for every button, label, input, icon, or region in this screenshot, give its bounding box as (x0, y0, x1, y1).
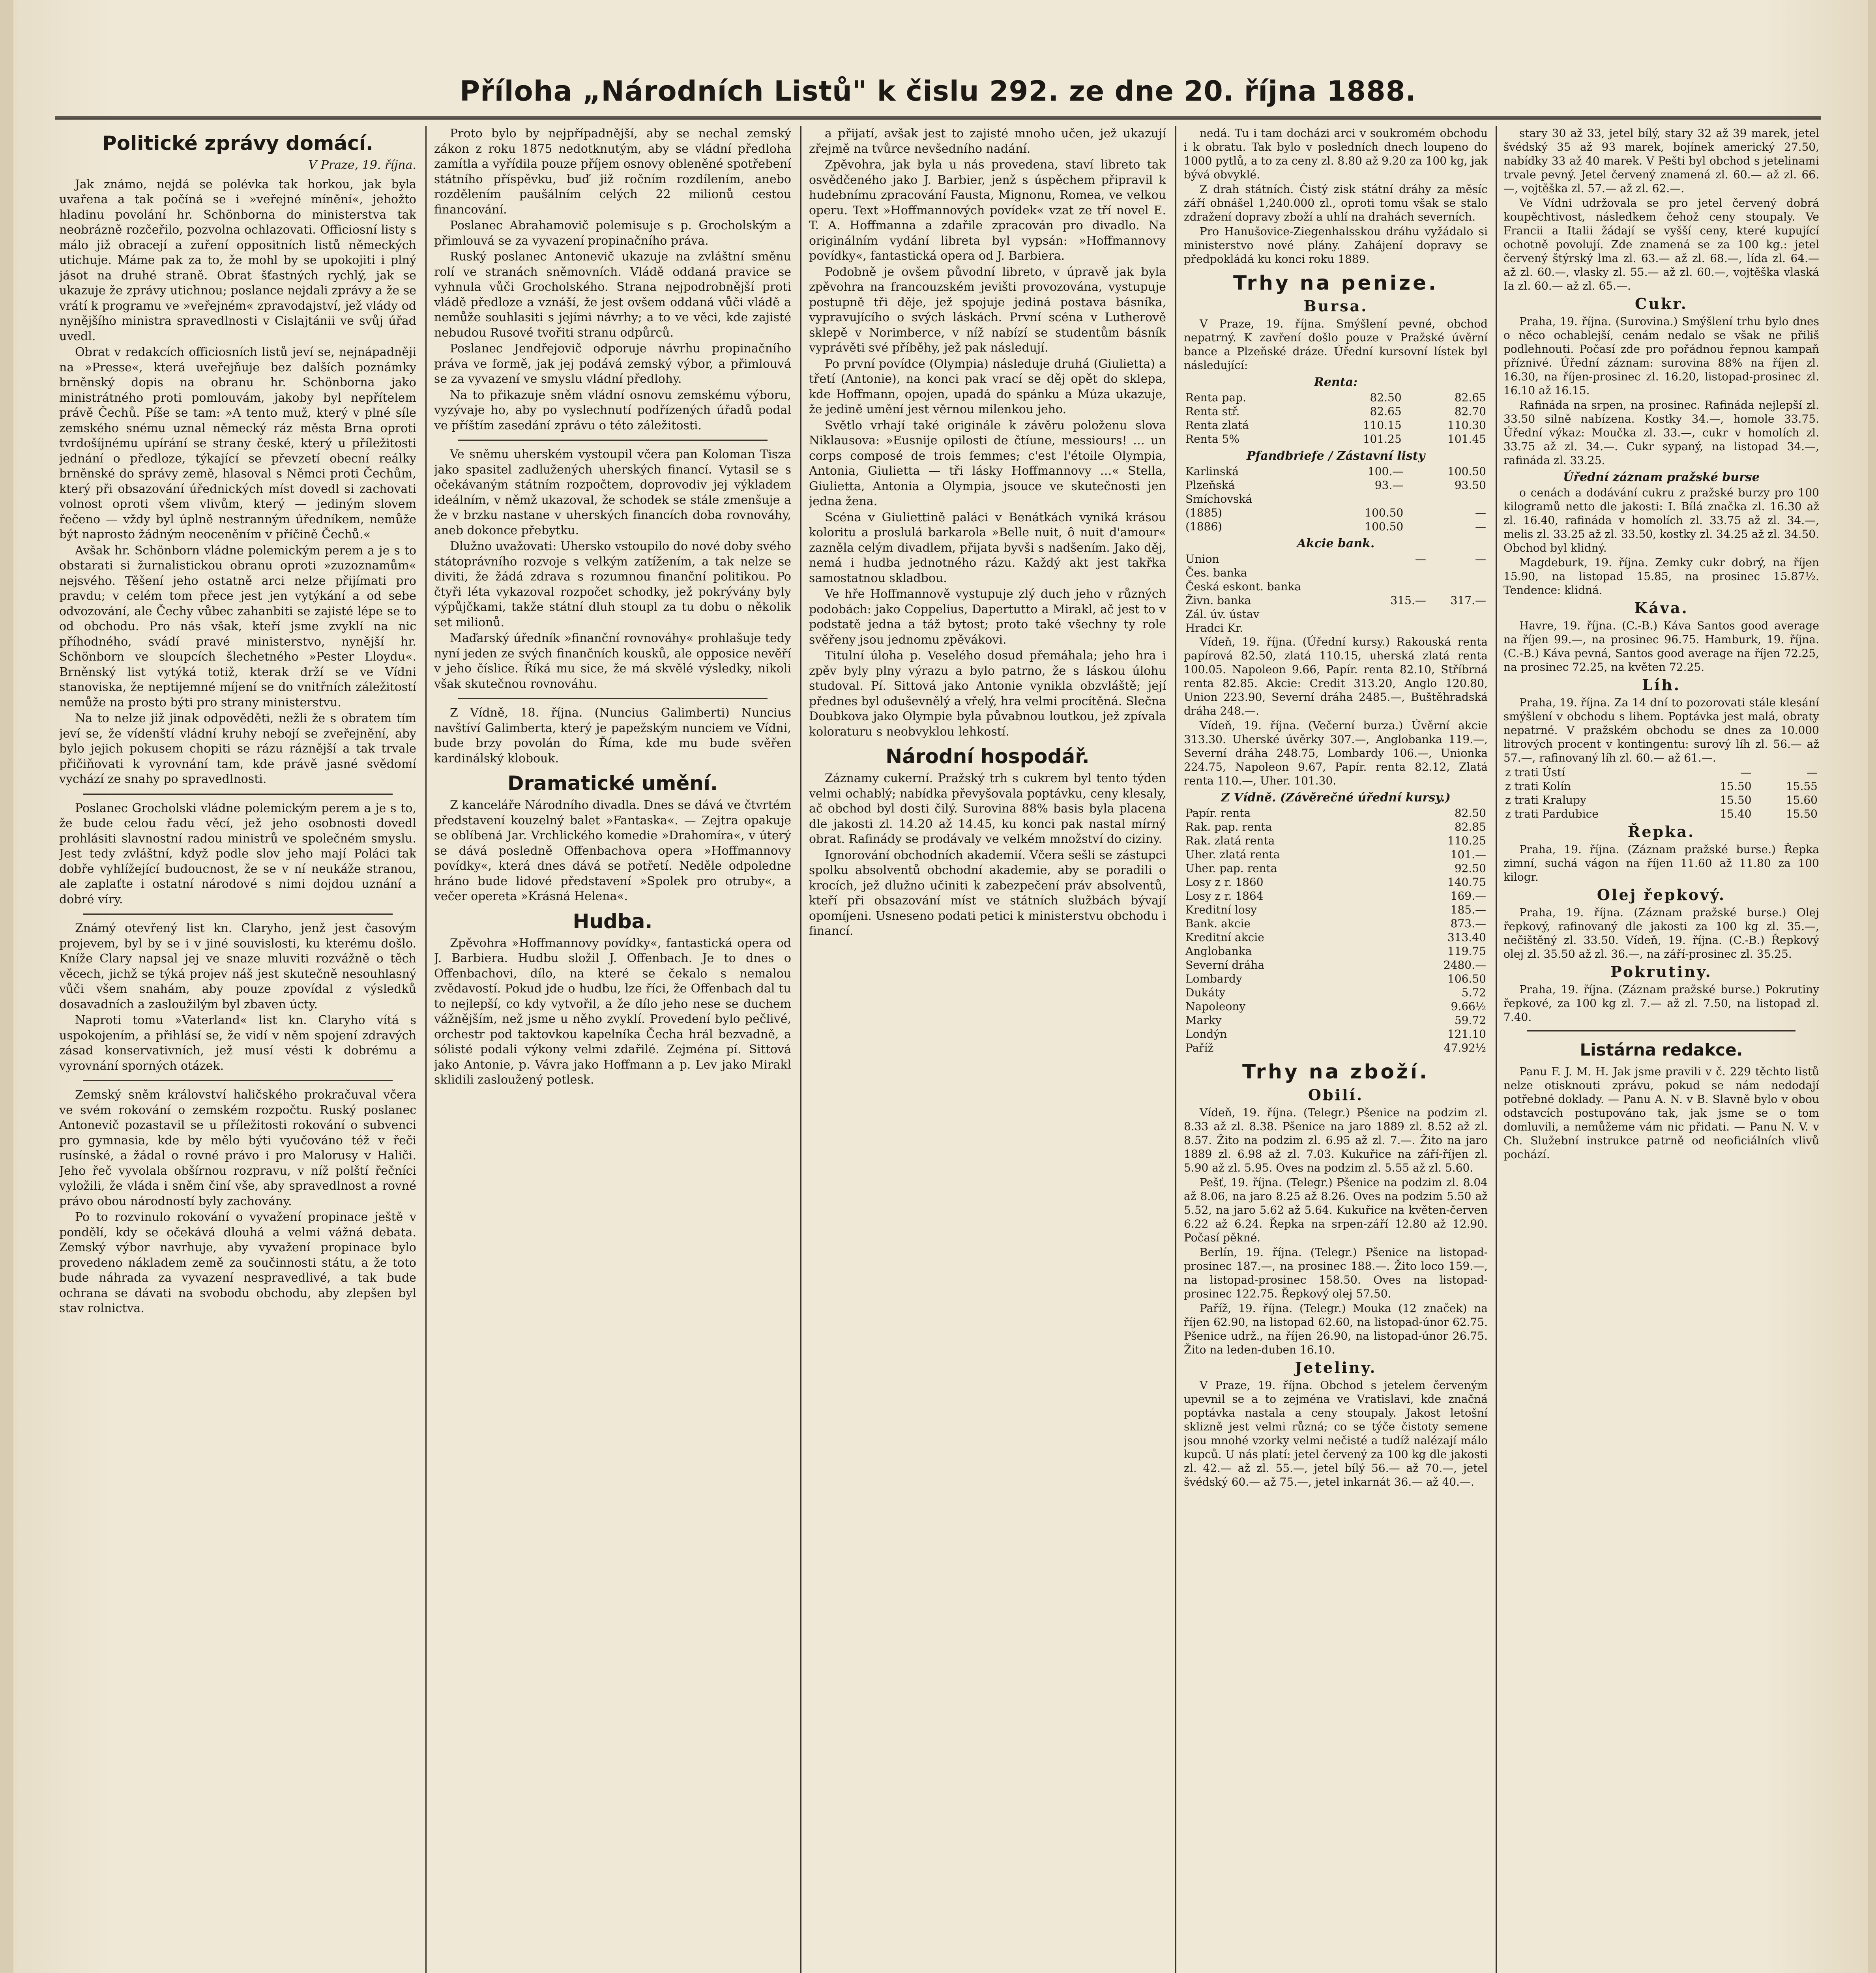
table-row (1184, 492, 1488, 506)
table-row (1184, 418, 1488, 432)
paragraph: Na to přikazuje sněm vládní osnovu zemskému výboru, vyzývaje ho, aby po vyslechnutí podřízených úřadů podal ve příštím zasedání zprávu o této záležitosti. (434, 388, 791, 432)
divider (1527, 1030, 1795, 1031)
divider (83, 1080, 393, 1081)
table-cell-value: 93.50 (1454, 479, 1486, 492)
subheading-clover: Jeteliny. (1295, 1359, 1377, 1376)
paragraph: Jak známo, nejdá se polévka tak horkou, jak byla uvařena a tak počíná se i »veřejné mínění«, jehožto hladinu povolání hr. Schönborna do ministerstva tak neobrázně rozčeřilo, pozvolna ochlazovati. Officiosní listy s málo již obracejí a zuření oppositních listů německých utichuje. Máme pak za to, že mohl by se upokojiti i plný jásot na druhé straně. Obrat šťastných rychlý, jak se ukazuje že zprávy utichnou; poslance nejdali zprávy a že se vrátí k programu ve »veřejném« zpravodajství, jež vlády od nynějšího ministra spravedlnosti v Cislajtánii ve svůj úřad uvedl. (59, 177, 416, 343)
table-cell-value: — (1740, 766, 1752, 779)
subheading-rapeseed: Řepka. (1627, 823, 1695, 840)
table-cell-value: 15.50 (1720, 794, 1752, 807)
table-caption: Pfandbriefe / Zástavní listy (1246, 449, 1425, 463)
table-cell-label: Union (1185, 552, 1219, 565)
paragraph: o cenách a dodávání cukru z pražské burzy pro 100 kilogramů netto dle jakosti: I. Bílá značka zl. 16.30 až zl. 16.40, rafináda v homolích zl. 33.75 až zl. 34.—, melis zl. 33.25 až zl. 33.50, kostky zl. 34.25 až zl. 34.50. Obchod byl klidný. (1503, 486, 1819, 554)
table-cell-value: 100.50 (1365, 506, 1404, 519)
table-cell-value: 185.— (1450, 903, 1486, 916)
column-4 (1184, 126, 1488, 1973)
table-row (1184, 1041, 1488, 1055)
paragraph: Vídeň, 19. října. (Večerní burza.) Úvěrní akcie 313.30. Uherské úvěrky 307.—, Anglobanka 119.—, Severní dráha 248.75, Lombardy 106.—, Unionka 224.75, Napoleon 9.67, Papír. renta 82.12, Zlatá renta 110.—, Uher. 101.30. (1184, 719, 1488, 787)
column-1 (59, 126, 416, 1973)
table-cell-label: z trati Kolín (1505, 780, 1571, 793)
paragraph: Ve Vídni udržovala se pro jetel červený dobrá koupěchtivost, následkem čehož ceny stoupaly. Ve Francii a Italii žádají se vyšší ceny, které kupující ochotně povolují. Zde znamená se za 100 kg.: jetel červený štýrský lma zl. 63.— až zl. 68.—, lída zl. 64.— až zl. 60.—, vlasky zl. 55.— až zl. 60.—, vojtěška vlaská Ia zl. 60.— až zl. 65.—. (1503, 197, 1819, 292)
table-cell-value (1428, 580, 1488, 593)
table-caption: Akcie bank. (1297, 537, 1375, 550)
table-cell-value: — (1475, 520, 1486, 533)
table-row (1184, 506, 1488, 520)
table-cell-value: 873.— (1450, 917, 1486, 930)
paragraph: Panu F. J. M. H. Jak jsme pravili v č. 229 těchto listů nelze otisknouti zprávu, pokud se nám nedodají potřebné doklady. — Panu A. N. v B. Slavně bylo v obou odstavcích postupováno tak, jak jsme se o tom domluvili, a nemůžeme vám nic přidati. — Panu N. V. v Ch. Služební instrukce patrně od neoficiálních vlivů pochází. (1503, 1065, 1819, 1161)
divider (83, 913, 393, 915)
section-heading-money-markets: Trhy na penize. (1233, 271, 1439, 294)
table-row (1184, 607, 1488, 621)
table-cell-label: Bank. akcie (1185, 917, 1251, 930)
quote-table-loans (1184, 464, 1488, 533)
table-cell-value: 82.65 (1370, 405, 1402, 418)
table-row (1184, 986, 1488, 1000)
section-heading-economy: Národní hospodář. (886, 745, 1090, 768)
table-cell-value (1368, 566, 1428, 580)
paragraph: Poslanec Jendřejovič odporuje návrhu propinačního práva ve formě, jak jej podává zemský výbor, a přimlouvá se za vyvazení ve smyslu vládní předlohy. (434, 342, 791, 386)
paragraph: Berlín, 19. října. (Telegr.) Pšenice na listopad-prosinec 187.—, na prosinec 188.—. Žito loco 159.—, na listopad-prosinec 158.50. Oves na listopad-prosinec 122.75. Řepkový olej 57.50. (1184, 1246, 1488, 1300)
section-heading-goods-markets: Trhy na zboží. (1242, 1060, 1430, 1083)
table-cell-label: Rak. pap. renta (1185, 820, 1272, 833)
paragraph: Praha, 19. října. (Záznam pražské burse.) Řepka zimní, suchá vágon na říjen 11.60 až 11.80 za 100 kilogr. (1503, 843, 1819, 884)
table-row (1184, 972, 1488, 986)
table-cell-value: 100.50 (1447, 465, 1486, 478)
divider (458, 698, 768, 699)
table-cell-label: Londýn (1185, 1028, 1227, 1041)
table-caption: Úřední záznam pražské burse (1563, 470, 1760, 484)
table-row (1184, 917, 1488, 930)
table-row (1184, 566, 1488, 580)
paragraph: Praha, 19. října. (Záznam pražské burse.) Pokrutiny řepkové, za 100 kg zl. 7.— až zl. 7.50, na listopad zl. 7.40. (1503, 983, 1819, 1024)
table-cell-value: 93.— (1374, 479, 1404, 492)
paragraph: Maďarský úředník »finanční rovnováhy« prohlašuje tedy nyní jeden ze svých finančních kousků, ale opposice nevěří v jeho číslice. Říká mu sice, že má skvělé výsledky, nikoli však skutečnou rovnováhu. (434, 631, 791, 691)
table-row (1184, 806, 1488, 820)
table-cell-value: 82.50 (1370, 391, 1402, 404)
table-row (1184, 1000, 1488, 1013)
paragraph: Zpěvohra »Hoffmannovy povídky«, fantastická opera od J. Barbiera. Hudbu složil J. Offenbach. Je to dnes o Offenbachovi, dílo, na které se čekalo s nemalou zvědavostí. Pokud jde o hudbu, lze říci, že Offenbach dal tu to nejlepší, co kdy vytvořil, a že dílo jeho nese se duchem vážnějším, než jsme u něho zvyklí. Provedení bylo pečlivé, orchestr pod taktovkou kapelníka Čecha hrál bezvadně, a sólisté podali výkony velmi zdařilé. Zejména pí. Sittová jako Antonie, p. Vávra jako Hoffmann a p. Lev jako Mirakl sklidili zasloužený potlesk. (434, 936, 791, 1087)
paragraph: Po první povídce (Olympia) následuje druhá (Giulietta) a třetí (Antonie), na konci pak vrací se děj opět do sklepa, kde Hoffmann, opojen, upadá do spánku a Múza ukazuje, že jedině umění jest věrnou milenkou jeho. (809, 357, 1166, 416)
table-cell-label: Kreditní akcie (1185, 931, 1264, 944)
table-cell-label: Česká eskont. banka (1185, 580, 1301, 593)
table-cell-label: z trati Pardubice (1505, 807, 1599, 820)
table-caption: Z Vídně. (Závěrečné úřední kursy.) (1221, 791, 1451, 805)
table-cell-value: 82.50 (1454, 807, 1486, 820)
subheading-bursa: Bursa. (1303, 297, 1368, 315)
table-cell-label: Renta 5% (1185, 432, 1239, 446)
page-edge (1868, 0, 1876, 1973)
paragraph: Scéna v Giuliettině paláci v Benátkách vyniká krásou koloritu a proslulá barkarola »Belle nuit, ô nuit d'amour« zazněla celým divadlem, přijata byvši s nadšením. Jako děj, nemá i hudba jednotného rázu. Každý akt jest takřka samostatnou skladbou. (809, 510, 1166, 585)
quote-table-banks (1184, 552, 1488, 635)
section-heading-music: Hudba. (573, 910, 653, 933)
table-cell-label: Uher. zlatá renta (1185, 848, 1280, 861)
table-row (1184, 1013, 1488, 1027)
table-row (1184, 1027, 1488, 1041)
subheading-grain: Obilí. (1308, 1086, 1364, 1104)
table-row (1184, 432, 1488, 446)
table-cell-label: Kreditní losy (1185, 903, 1257, 916)
masthead-rule (55, 116, 1821, 120)
table-row (1184, 834, 1488, 848)
table-row (1184, 391, 1488, 404)
paragraph: Podobně je ovšem původní libreto, v úpravě jak byla zpěvohra na francouzském jevišti provozována, vystupuje postupně tři děje, jež spojuje jediná postava básníka, vypravujícího o svých láskách. První scéna v Lutherově sklepě v Norimberce, v níž nabízí se studentům básník vyprávěti své příběhy, jež pak následují. (809, 265, 1166, 355)
table-cell-value: 15.50 (1786, 807, 1818, 820)
paragraph: Zemský sněm království haličského prokračuval včera ve svém rokování o zemském rozpočtu. Ruský poslanec Antonevič pozastavil se u příležitosti rokování o subvenci pro gymnasia, kde by mělo býti vyučováno též v řeči rusínské, a žádal o rovné právo i pro Malorusy v Haliči. Jeho řeč vyvolala obšírnou rozpravu, v níž polští řečníci vyložili, že vláda i sněm činí vše, aby spravedlnost a rovné právo obou národností byly zachovány. (59, 1088, 416, 1208)
table-cell-label: Papír. renta (1185, 807, 1251, 820)
paragraph: Na to nelze již jinak odpověděti, nežli že s obratem tím jeví se, že vídenští vládní kruhy nebojí se zveřejnění, aby bylo jejich pokusem chopiti se rázu ráznější a tak trvale přičiňovati k vyrovnání tam, kde právě jasné svědomí vychází ze snahy po spravedlnosti. (59, 711, 416, 786)
subheading-coffee: Káva. (1634, 599, 1689, 617)
table-cell-value: 15.50 (1720, 780, 1752, 793)
table-cell-value (1322, 492, 1405, 506)
table-cell-label: Anglobanka (1185, 945, 1252, 958)
table-cell-value: 15.40 (1720, 807, 1752, 820)
table-cell-value: 110.15 (1363, 419, 1402, 432)
paragraph: Avšak hr. Schönborn vládne polemickým perem a je s to obstarati si žurnalistickou obranu oproti »zuzoznamům« nejsvého. Těšení jeho ostatně arci nelze přijímati pro pravdu; v celém tom přece jest jen vytýkání a od sebe odvozování, ale Čechy vůbec zahanbiti se zajisté lépe se to od obchodu. Pro nás však, kteří jsme zvyklí na nic příhodného, svádí pravé ministerstvo, nynější hr. Schönborn ve sloupcích šlechetného »Pester Lloydu«. Brněnský list vytýká totiž, kterak drží se ve Vídni stanoviska, že neptijemné míjení se do vnitřních záležitostí nemůže na prosto býti pro strany ministerstvu. (59, 543, 416, 709)
subheading-sugar: Cukr. (1635, 295, 1688, 313)
quote-table-renta (1184, 391, 1488, 446)
paragraph: Naproti tomu »Vaterland« list kn. Claryho vítá s uspokojením, a přihlásí se, že vidí v něm spojení zdravých zásad konservativních, jež musí vésti k dobrému a vyrovnání sporných otázek. (59, 1013, 416, 1073)
table-cell-label: Živn. banka (1185, 594, 1251, 607)
table-cell-label: Rak. zlatá renta (1185, 834, 1275, 847)
table-cell-value: 15.55 (1786, 780, 1818, 793)
table-cell-value: 59.72 (1454, 1014, 1486, 1027)
paragraph: Praha, 19. října. (Surovina.) Smýšlení trhu bylo dnes o něco ochablejší, cenám nedalo se však ne přiliš podlehnouti. Počasí zde pro pořádnou řepnou kampaň příznivé. Úřední záznam: surovina 88% na říjen zl. 16.30, na říjen-prosinec zl. 16.20, listopad-prosinec zl. 16.10 až 16.15. (1503, 315, 1819, 397)
table-cell-label: Renta pap. (1185, 391, 1246, 404)
table-cell-value: 5.72 (1461, 986, 1486, 999)
table-cell-label: Losy z r. 1864 (1185, 889, 1264, 902)
table-cell-value: 110.30 (1447, 419, 1486, 432)
table-cell-label: Lombardy (1185, 972, 1242, 985)
supplement-masthead: Příloha „Národních Listů" k čislu 292. ze dne 20. října 1888. (459, 75, 1417, 107)
table-row (1184, 404, 1488, 418)
table-cell-value: — (1415, 552, 1426, 565)
table-cell-value: 106.50 (1447, 972, 1486, 985)
table-row (1184, 944, 1488, 958)
table-row (1503, 807, 1819, 821)
table-cell-value: 169.— (1450, 889, 1486, 902)
table-cell-label: Renta stř. (1185, 405, 1240, 418)
divider (458, 440, 768, 441)
column-rule (1175, 126, 1176, 1973)
column-rule (1496, 126, 1497, 1973)
subheading-oil: Olej řepkový. (1597, 886, 1726, 904)
table-caption: Renta: (1314, 375, 1358, 389)
table-cell-value (1368, 621, 1428, 635)
table-row (1184, 580, 1488, 593)
table-cell-label: Smíchovská (1185, 492, 1253, 505)
paragraph: Dlužno uvažovati: Uhersko vstoupilo do nové doby svého státoprávního rozvoje s velkým zatížením, a tak nelze se diviti, že žádá zdrava s rozumnou finanční politikou. Po čtyři léta vykazoval rozpočet schodky, jež pokrývány byly výpůjčkami, takže státní dluh stoupl za tu dobu o několik set milionů. (434, 539, 791, 629)
table-cell-value: 92.50 (1454, 862, 1486, 875)
column-rule (800, 126, 801, 1973)
table-row (1184, 464, 1488, 478)
table-row (1184, 848, 1488, 861)
table-cell-value: 119.75 (1447, 945, 1486, 958)
table-row (1184, 552, 1488, 566)
table-cell-label: Zál. úv. ústav (1185, 608, 1260, 621)
paragraph: Obrat v redakcích officiosních listů jeví se, nejnápadněji na »Presse«, která uveřejňuje bez dalších poznámky brněnský dopis na obranu hr. Schönborna jako ministrátného proti pomlouvám, jakoby byl nepřítelem právě Čechů. Píše se tam: »A tento muž, který v plné síle zemského snému uznal německý ráz města Brna oproti tvrdošíjnému upírání se strany české, který u příležitosti jednání o předloze, týkající se převzetí obecní reálky brněnské do správy země, hlasoval s Němci proti Čechům, který při obsazování úřednických míst dovedl si zachovati volnost oproti všem vlivům, který — jediným slovem řečeno — vždy byl úplně nestranným úředníkem, nemůže být naprosto žádným neoceněním v příčině Čechů.« (59, 345, 416, 541)
paragraph: Poslanec Grocholski vládne polemickým perem a je s to, že bude celou řadu věcí, jež jeho osobnosti dovedl prohlásiti slavnostní radou ministrů ve společném smyslu. Jest tedy zvláštní, když podle slov jeho mají Poláci tak dobře vyhlížející budoucnost, že se v ní neukáže stranou, ale zaplaťte i ostatní národové s nimi dojdou uznání a dobré víry. (59, 801, 416, 906)
table-row (1184, 930, 1488, 944)
paragraph: Praha, 19. října. (Záznam pražské burse.) Olej řepkový, rafinovaný dle jakosti za 100 kg zl. 35.—, nečištěný zl. 33.50. Vídeň, 19. října. (C.-B.) Řepkový olej zl. 35.50 až zl. 36.—, na září-prosinec zl. 35.25. (1503, 906, 1819, 960)
paragraph: Známý otevřený list kn. Claryho, jenž jest časovým projevem, byl by se i v jiné souvislosti, ku kterému došlo. Kníže Clary napsal jej ve snaze mluviti rozvážně o těch věcech, jichž se týká projev náš jest skutečně nesouhlasný vůči všem snahám, aby pouze zpovídal z výsledků dosavadních a zasloužilým byl zbaven úcty. (59, 921, 416, 1011)
table-cell-value: 121.10 (1447, 1028, 1486, 1041)
table-row (1184, 875, 1488, 889)
table-row (1184, 889, 1488, 903)
table-cell-label: Renta zlatá (1185, 419, 1249, 432)
table-row (1503, 779, 1819, 793)
table-cell-value (1428, 566, 1488, 580)
table-row (1184, 520, 1488, 533)
table-cell-value: 9.66½ (1451, 1000, 1486, 1013)
table-cell-label: z trati Ústí (1505, 766, 1565, 779)
table-cell-value: 315.— (1390, 594, 1426, 607)
table-row (1184, 593, 1488, 607)
paragraph: Ve sněmu uherském vystoupil včera pan Koloman Tisza jako spasitel zadlužených uherských financí. Vytasil se s očekávaným státním rozpočtem, doprovodiv jej výkladem ideálním, v němž ukazoval, že schodek se stále zmenšuje a že v brzku nastane v uherských financích doba rovnováhy, aneb dokonce přebytku. (434, 447, 791, 537)
quote-table-spirits (1503, 766, 1819, 821)
section-heading-drama: Dramatické umění. (507, 772, 718, 795)
dateline: V Praze, 19. října. (308, 158, 416, 172)
paragraph: nedá. Tu i tam docházi arci v soukromém obchodu i k obratu. Tak bylo v posledních dnech loupeno do 1000 pytlů, a to za ceny zl. 8.80 až 9.20 za 100 kg, jak bývá obvyklé. (1184, 127, 1488, 181)
paragraph: Titulní úloha p. Veselého dosud přemáhala; jeho hra i zpěv byly plny výrazu a bylo patrno, že s láskou úlohu studoval. Pí. Sittová jako Antonie vynikla obzvláště; její přednes byl oduševnělý a vřelý, hra velmi procítěná. Slečna Doubkova jako Olympie byla půvabnou loutkou, jež zpívala koloraturu s neobvyklou lehkostí. (809, 649, 1166, 739)
table-row (1184, 478, 1488, 492)
table-cell-label: (1886) (1185, 520, 1223, 533)
paragraph: Z drah státních. Čistý zisk státní dráhy za měsíc září obnášel 1,240.000 zl., oproti tomu však se stalo zdražení dopravy zboží a uhlí na drahách severních. (1184, 183, 1488, 223)
column-3 (809, 126, 1166, 1973)
paragraph: Po to rozvinulo rokování o vyvažení propinace ještě v pondělí, kdy se očekává dlouhá a velmi vážná debata. Zemský výbor navrhuje, aby vyvažení propinace bylo provedeno nákladem země za součinnosti státu, a že toto bude náhrada za vyvazení nespravedlivé, a tak bude ochrana se dávati na svobodu obchodu, aby zlepšen byl stav rolnictva. (59, 1210, 416, 1315)
paragraph: Praha, 19. října. Za 14 dní to pozorovati stále klesání smýšlení v obchodu s lihem. Poptávka jest malá, obraty nepatrné. V pražském obchodu se dnes za 10.000 litrových procent v kontingentu: surový líh zl. 56.— až 57.—, rafinovaný líh zl. 60.— až 61.—. (1503, 696, 1819, 764)
table-cell-label: Hradci Kr. (1185, 621, 1243, 635)
paragraph: Paříž, 19. října. (Telegr.) Mouka (12 značek) na říjen 62.90, na listopad 62.60, na listopad-únor 62.75. Pšenice udrž., na říjen 26.90, na listopad-únor 26.75. Žito na leden-duben 16.10. (1184, 1302, 1488, 1356)
paragraph: Proto bylo by nejpřípadnější, aby se nechal zemský zákon z roku 1875 nedotknutým, aby se vládní předloha zamítla a vyřídila pouze příjem osnovy obleněné spotřebení státního příspěvku, buď již ročním rozdílením, anebo rozdělením paušálním celých 22 milionů cestou financování. (434, 127, 791, 217)
table-cell-label: Napoleony (1185, 1000, 1246, 1013)
table-cell-label: Paříž (1185, 1041, 1214, 1054)
table-cell-label: Marky (1185, 1014, 1222, 1027)
table-cell-value: — (1475, 552, 1486, 565)
section-heading-politics: Politické zprávy domácí. (102, 132, 373, 155)
table-cell-value (1428, 621, 1488, 635)
paragraph: Rafináda na srpen, na prosinec. Rafináda nejlepší zl. 33.50 silně nabízena. Kostky 34.—, homole 33.75. Úřední výkaz: Moučka zl. 33.—, cukr v homolích zl. 33.75 až zl. 34.—. Cukr sypaný, na listopad 34.—, rafináda zl. 33.25. (1503, 399, 1819, 467)
subheading-oilcake: Pokrutiny. (1610, 963, 1712, 981)
paragraph: V Praze, 19. října. Smýšlení pevné, obchod nepatrný. K zavření došlo pouze v Pražské úvěrní bance a Plzeňské dráze. Úřední kursovní lístek byl následující: (1184, 317, 1488, 372)
paragraph: stary 30 až 33, jetel bílý, stary 32 až 39 marek, jetel švédský 35 až 93 marek, bojínek americký 27.50, nabídky 33 až 40 marek. V Pešti byl obchod s jetelinami trvale pevný. Jetel červený znamená zl. 60.— až zl. 66.—, vojtěška zl. 57.— až zl. 62.—. (1503, 127, 1819, 195)
column-5 (1503, 126, 1819, 1973)
table-cell-label: (1885) (1185, 506, 1223, 519)
table-cell-value: — (1475, 506, 1486, 519)
paragraph: Vídeň, 19. října. (Telegr.) Pšenice na podzim zl. 8.33 až zl. 8.38. Pšenice na jaro 1889 zl. 8.52 až zl. 8.57. Žito na podzim zl. 6.95 až zl. 7.—. Žito na jaro 1889 zl. 6.98 až zl. 7.03. Kukuřice na září-říjen zl. 5.90 až zl. 5.95. Oves na podzim zl. 5.55 až zl. 5.60. (1184, 1106, 1488, 1174)
paragraph: Ruský poslanec Antonevič ukazuje na zvláštní směnu rolí ve stranách sněmovních. Vládě oddaná pravice se vyhnula vůči Grocholského. Strana nejpodrobnější proti vládě předloze a vznáší, že jest ovšem oddaná vůči vládě a nemůže souhlasiti s jejími návrhy; a to ve věci, kde zajisté nebudou Rusové tvořiti stranu odpůrců. (434, 250, 791, 340)
table-row (1184, 621, 1488, 635)
table-cell-value: 101.— (1450, 848, 1486, 861)
table-cell-label: Karlinská (1185, 465, 1239, 478)
quote-table-vienna (1184, 806, 1488, 1055)
table-cell-value: 100.— (1367, 465, 1404, 478)
table-cell-value: 82.70 (1454, 405, 1486, 418)
paragraph: Pešť, 19. října. (Telegr.) Pšenice na podzim zl. 8.04 až 8.06, na jaro 8.25 až 8.26. Oves na podzim 5.50 až 5.52, na jaro 5.62 až 5.64. Kukuřice na květen-červen 6.22 až 6.24. Řepka na srpen-září 12.80 až 12.90. Počasí pěkné. (1184, 1176, 1488, 1244)
table-cell-label: Losy z r. 1860 (1185, 876, 1264, 889)
page-crease (0, 0, 13, 1973)
table-row (1503, 766, 1819, 779)
table-cell-value: 110.25 (1447, 834, 1486, 847)
table-cell-value (1428, 607, 1488, 621)
paragraph: Havre, 19. října. (C.-B.) Káva Santos good average na říjen 99.—, na prosinec 96.75. Hamburk, 19. října. (C.-B.) Káva pevná, Santos good average na říjen 72.25, na prosinec 72.25, na květen 72.25. (1503, 619, 1819, 674)
paragraph: Ignorování obchodních akademií. Včera sešli se zástupci spolku absolventů obchodní akademie, aby se poradili o krocích, jež dlužno učiniti k zabezpečení práv absolventů, kteří při obsazování míst ve státních službách bývají opomíjeni. Usneseno podati petici k ministerstvu obchodu i financí. (809, 848, 1166, 938)
table-cell-value: 2480.— (1443, 958, 1486, 972)
table-cell-value: 82.85 (1454, 820, 1486, 833)
table-row (1184, 820, 1488, 834)
table-cell-value: 82.65 (1454, 391, 1486, 404)
table-cell-value (1368, 580, 1428, 593)
table-cell-label: Uher. pap. renta (1185, 862, 1277, 875)
table-row (1184, 903, 1488, 917)
table-cell-value: 101.25 (1363, 432, 1402, 446)
table-cell-value: 47.92½ (1444, 1041, 1486, 1054)
divider (83, 794, 393, 795)
column-2 (434, 126, 791, 1973)
column-rule (425, 126, 427, 1973)
paragraph: Ve hře Hoffmannově vystupuje zlý duch jeho v různých podobách: jako Coppelius, Dapertutto a Mirakl, ač jest to v podstatě jedna a táž bytost; proto také všechny ty role svěřeny jsou jednomu zpěvákovi. (809, 587, 1166, 647)
table-cell-label: Čes. banka (1185, 566, 1247, 579)
table-cell-value (1405, 492, 1488, 506)
table-cell-label: Dukáty (1185, 986, 1226, 999)
table-cell-value: 317.— (1450, 594, 1486, 607)
subheading-spirits: Líh. (1642, 676, 1681, 694)
table-cell-value: 140.75 (1447, 876, 1486, 889)
paragraph: Magdeburk, 19. října. Zemky cukr dobrý, na říjen 15.90, na listopad 15.85, na prosinec 15.87½. Tendence: klidná. (1503, 556, 1819, 597)
paragraph: V Praze, 19. října. Obchod s jetelem červeným upevnil se a to zejména ve Vratislavi, kde značná poptávka nastala a ceny stoupaly. Jakost letošní sklizně jest velmi různá; co se týče čistoty semene jsou mnohé vzorky velmi nečisté a tudíž nalézají málo kupců. U nás platí: jetel červený za 100 kg dle jakosti zl. 42.— až zl. 55.—, jetel bílý 56.— až 70.—, jetel švédský 60.— až 75.—, jetel inkarnát 36.— až 40.—. (1184, 1379, 1488, 1488)
paragraph: a přijatí, avšak jest to zajisté mnoho učen, jež ukazují zřejmě na tvůrce nevšedního nadání. (809, 127, 1166, 156)
paragraph: Z kanceláře Národního divadla. Dnes se dává ve čtvrtém představení kouzelný balet »Fantaska«. — Zejtra opakuje se oblíbená Jar. Vrchlického komedie »Drahomíra«, v úterý se dává posledně Offenbachova opera »Hoffmannovy povídky«, která dnes dává se potřetí. Neděle odpoledne hráno bude lidové představení »Spolek pro otruby«, a večer opereta »Krásná Helena«. (434, 798, 791, 903)
table-cell-value: 101.45 (1447, 432, 1486, 446)
table-cell-label: z trati Kralupy (1505, 794, 1586, 807)
section-heading-letters: Listárna redakce. (1580, 1040, 1743, 1060)
paragraph: Záznamy cukerní. Pražský trh s cukrem byl tento týden velmi ochablý; nabídka převyšovala poptávku, ceny klesaly, ač obchod byl dosti čilý. Surovina 88% basis byla placena dle jakosti zl. 14.20 až 14.45, ku konci pak nastal mírný obrat. Rafinády se prodávaly ve velkém množství do ciziny. (809, 771, 1166, 846)
table-row (1503, 793, 1819, 807)
paragraph: Poslanec Abrahamovič polemisuje s p. Grocholským a přimlouvá se za vyvazení propinačního práva. (434, 219, 791, 248)
paragraph: Zpěvohra, jak byla u nás provedena, staví libreto tak osvědčeného jako J. Barbier, jenž s úspěchem připravil k hudebnímu zpracování Fausta, Mignonu, Romea, ve velkou operu. Text »Hoffmannových povídek« vzat ze tří novel E. T. A. Hoffmanna a zdařile zpracován pro divadlo. Na originálním vydání libreta byl vypsán: »Hoffmannovy povídky«, fantastická opera od J. Barbiera. (809, 158, 1166, 263)
table-row (1184, 861, 1488, 875)
paragraph: Vídeň, 19. října. (Úřední kursy.) Rakouská renta papírová 82.50, zlatá 110.15, uherská zlatá renta 100.05. Napoleon 9.66, Papír. renta 82.10, Stříbrná renta 82.85. Akcie: Credit 313.20, Anglo 120.80, Union 223.90, Severní dráha 2485.—, Buštěhradská dráha 248.—. (1184, 635, 1488, 717)
table-cell-label: Severní dráha (1185, 958, 1265, 972)
table-cell-value (1368, 607, 1428, 621)
paragraph: Světlo vrhají také originále k závěru položenu slova Niklausova: »Eusnije opilosti de čtíune, messiours! … un corps composé de trois femmes; c'est l'étoile Olympia, Antonia, Giulietta — tři lásky Hoffmannovy …« Stella, Giulietta, Antonia a Olympia, jsouce ve skutečnosti jen jedna žena. (809, 418, 1166, 508)
table-cell-label: Plzeňská (1185, 479, 1235, 492)
table-row (1184, 958, 1488, 972)
paragraph: Pro Hanušovice-Ziegenhalsskou dráhu vyžádalo si ministerstvo nové plány. Zahájení dopravy se předpokládá ku konci roku 1889. (1184, 225, 1488, 266)
table-cell-value: 100.50 (1365, 520, 1404, 533)
table-cell-value: — (1807, 766, 1818, 779)
table-cell-value: 313.40 (1447, 931, 1486, 944)
paragraph: Z Vídně, 18. října. (Nuncius Galimberti) Nuncius navštíví Galimberta, který je papežským nunciem ve Vídni, bude brzy povolán do Říma, kde mu bude svěřen kardinálský klobouk. (434, 706, 791, 766)
table-cell-value: 15.60 (1786, 794, 1818, 807)
